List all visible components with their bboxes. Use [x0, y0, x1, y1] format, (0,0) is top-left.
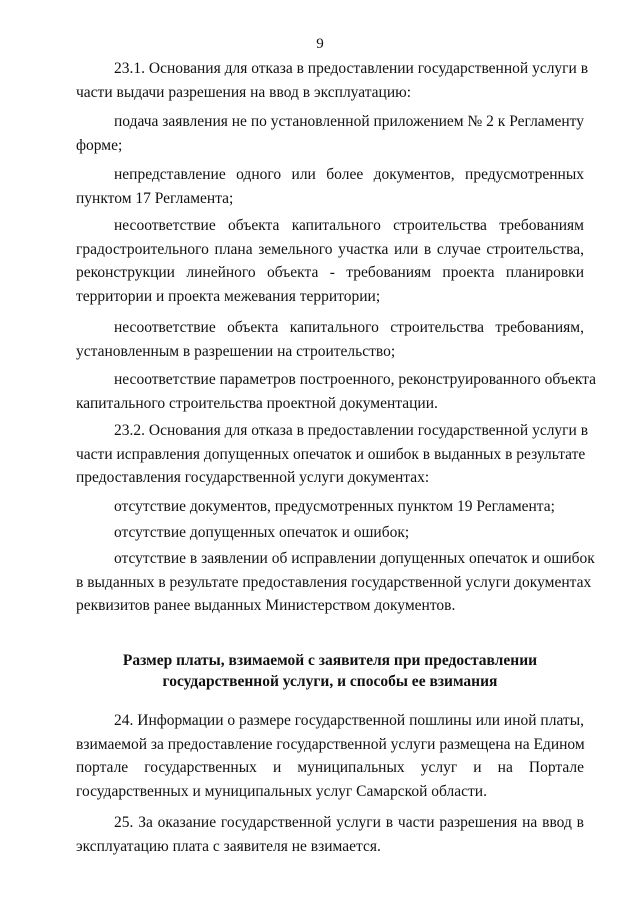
text-line: форме; — [76, 136, 123, 154]
heading-line: государственной услуги, и способы ее взимания — [162, 673, 498, 690]
item-permit-mismatch — [76, 316, 584, 363]
item-no-documents — [76, 495, 584, 519]
text-line: градостроительного плана земельного участка или в случае строительства, — [76, 240, 584, 258]
text-line: 23.1. Основания для отказа в предоставлении государственной услуги в — [114, 60, 589, 77]
text-line: части выдачи разрешения на ввод в эксплуатацию: — [76, 83, 412, 101]
text-line: капитального строительства проектной документации. — [76, 394, 438, 412]
text-line: государственных и муниципальных услуг Самарской области. — [76, 782, 487, 800]
page-number: 9 — [316, 36, 324, 52]
text-line: несоответствие параметров построенного, реконструированного объекта — [114, 371, 596, 388]
paragraph-23-1 — [76, 57, 589, 104]
item-parameters-mismatch — [76, 368, 596, 415]
text-line: взимаемой за предоставление государственной услуги размещена на Едином — [76, 735, 585, 753]
text-line: эксплуатацию плата с заявителя не взимается. — [76, 837, 381, 855]
text-line: реконструкции линейного объекта - требованиям проекта планировки — [76, 264, 584, 281]
text-line: несоответствие объекта капитального строительства требованиям — [114, 217, 584, 234]
paragraph-23-2 — [76, 419, 589, 490]
text-line: непредставление одного или более документов, предусмотренных — [114, 166, 584, 183]
text-line: установленным в разрешении на строительство; — [76, 342, 396, 360]
text-line: 24. Информации о размере государственной пошлины или иной платы, — [114, 712, 584, 729]
text-line: отсутствие в заявлении об исправлении допущенных опечаток и ошибок — [114, 550, 595, 567]
text-line: 23.2. Основания для отказа в предоставлении государственной услуги в — [114, 422, 589, 439]
text-line: отсутствие документов, предусмотренных пунктом 19 Регламента; — [114, 498, 555, 515]
section-heading — [76, 650, 584, 692]
item-application-form — [76, 110, 584, 157]
text-line: портале государственных и муниципальных услуг и на Портале — [76, 759, 584, 776]
paragraph-25 — [76, 811, 584, 858]
item-urban-plan-mismatch — [76, 214, 584, 308]
text-line: реквизитов ранее выданных Министерством документов. — [76, 597, 456, 614]
paragraph-24 — [76, 709, 584, 803]
text-line: в выданных в результате предоставления государственной услуги документах — [76, 573, 592, 591]
text-line: части исправления допущенных опечаток и ошибок в выданных в результате — [76, 445, 586, 463]
text-line: подача заявления не по установленной приложением № 2 к Регламенту — [114, 113, 584, 130]
item-no-typos — [76, 521, 584, 545]
text-line: территории и проекта межевания территории; — [76, 287, 381, 305]
item-missing-documents — [76, 163, 584, 210]
text-line: отсутствие допущенных опечаток и ошибок; — [114, 524, 410, 541]
item-no-requisites — [76, 547, 595, 618]
text-line: несоответствие объекта капитального строительства требованиям, — [114, 319, 584, 336]
text-line: пунктом 17 Регламента; — [76, 189, 234, 207]
text-line: предоставления государственной услуги документах: — [76, 469, 430, 486]
heading-line: Размер платы, взимаемой с заявителя при предоставлении — [122, 652, 538, 669]
text-line: 25. За оказание государственной услуги в части разрешения на ввод в — [114, 814, 584, 831]
